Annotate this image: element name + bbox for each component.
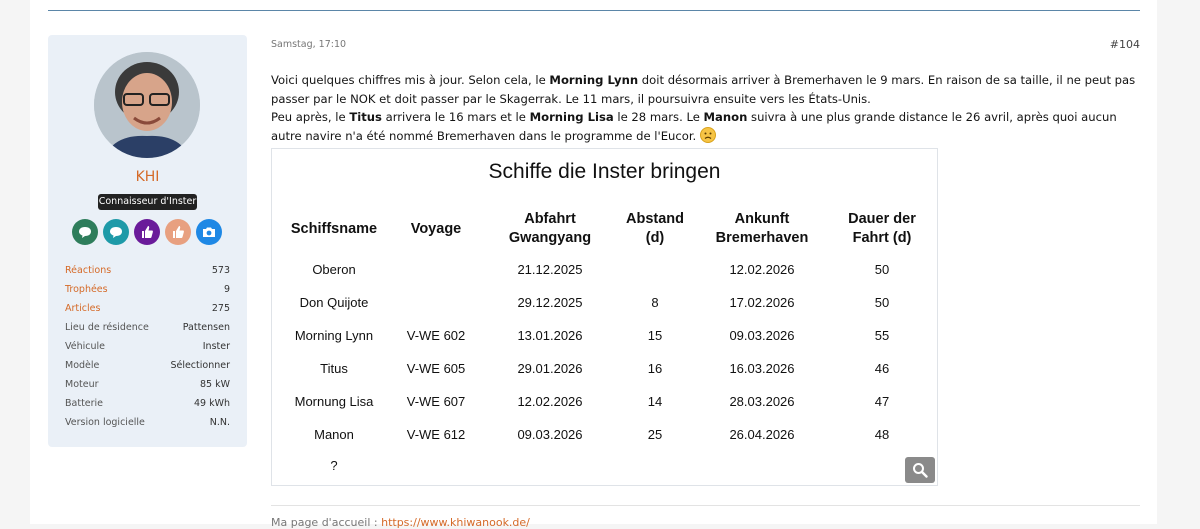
text: arrivera le 16 mars et le [381,110,530,125]
table-cell: 17.02.2026 [729,295,795,310]
stat-value: Pattensen [182,322,230,333]
header-line: Bremerhaven [715,230,809,246]
table-cell: Oberon [312,262,356,277]
stat-label: Lieu de résidence [65,322,149,333]
header-line: Fahrt (d) [852,230,912,246]
ship-name: Manon [703,110,748,125]
thumbs-up-icon[interactable] [134,219,160,245]
post-body [271,71,1141,149]
stat-label-reactions[interactable]: Réactions [65,265,112,276]
stat-row [65,394,230,413]
text: le 28 mars. Le [613,110,704,125]
stat-value: Inster [202,341,230,352]
text: doit désormais arriver à Bremerhaven le 9 mars. En raison de sa taille, il ne peut pas passer par le NOK et doit passer par le Skagerrak. Le 11 mars, il poursuivra ensuite vers les États-Unis. [271,73,1136,106]
table-cell: Morning Lynn [294,328,374,343]
table-cell: 29.01.2026 [517,361,583,376]
table-cell: V-WE 607 [406,394,466,409]
magnifier-icon [912,462,928,478]
signature-label: Ma page d'accueil : [271,516,382,529]
table-cell: V-WE 605 [406,361,466,376]
stat-label: Véhicule [65,341,105,352]
username[interactable]: KHI [135,169,160,185]
table-cell: 16 [647,361,663,376]
table-cell: 12.02.2026 [517,394,583,409]
stat-value: N.N. [209,417,230,428]
stat-value: 9 [223,284,230,295]
column-header [817,210,947,248]
post-number[interactable]: #104 [1109,38,1140,51]
text: Peu après, le [271,110,350,125]
stat-row [65,280,230,299]
header-line: Abfahrt [524,211,576,227]
stat-value: 85 kW [199,379,230,390]
stat-row [65,337,230,356]
table-cell: 50 [874,295,890,310]
user-card [48,35,247,447]
table-cell: ? [330,458,338,473]
user-stats [65,261,230,432]
table-cell: 8 [651,295,659,310]
table-cell: Titus [320,361,348,376]
signature [271,516,530,529]
speech-bubble-icon[interactable] [72,219,98,245]
header-line: (d) [645,230,665,246]
table-cell: 13.01.2026 [517,328,583,343]
stat-row [65,413,230,432]
signature-divider [271,505,1140,506]
table-cell: 26.04.2026 [729,427,795,442]
stat-row [65,318,230,337]
camera-icon[interactable] [196,219,222,245]
divider [48,10,1140,11]
table-cell: 12.02.2026 [729,262,795,277]
table-cell: 15 [647,328,663,343]
stat-value: 49 kWh [193,398,230,409]
stat-value: 573 [211,265,230,276]
table-cell: 16.03.2026 [729,361,795,376]
speech-bubble-icon[interactable] [103,219,129,245]
stat-row [65,356,230,375]
stat-row [65,299,230,318]
sad-face-icon [700,127,716,149]
column-header [371,220,501,239]
table-cell: 48 [874,427,890,442]
table-cell: V-WE 612 [406,427,466,442]
stat-row [65,375,230,394]
table-cell: Manon [314,427,354,442]
header-line: Schiffsname [290,221,378,237]
signature-link[interactable]: https://www.khiwanook.de/ [381,516,530,529]
column-header [697,210,827,248]
stat-value: Sélectionner [170,360,230,371]
table-cell: 50 [874,262,890,277]
stat-label: Modèle [65,360,100,371]
paragraph [271,108,1141,148]
ship-name: Titus [349,110,382,125]
table-cell: 14 [647,394,663,409]
embedded-image[interactable] [271,148,938,486]
paragraph [271,71,1141,108]
stat-label: Version logicielle [65,417,145,428]
zoom-button[interactable] [905,457,935,483]
header-line: Dauer der [848,211,916,227]
ship-table [272,149,937,485]
table-cell: 55 [874,328,890,343]
thumbs-up-icon[interactable] [165,219,191,245]
table-cell: Don Quijote [299,295,369,310]
header-line: Gwangyang [508,230,592,246]
table-cell: 09.03.2026 [729,328,795,343]
header-line: Ankunft [734,211,790,227]
user-title-tooltip: Connaisseur d'Inster [98,194,197,210]
table-cell: 47 [874,394,890,409]
text: Voici quelques chiffres mis à jour. Selon cela, le [271,73,550,87]
ship-name: Morning Lisa [529,110,614,125]
stat-label-articles[interactable]: Articles [65,303,101,314]
table-cell: Mornung Lisa [294,394,374,409]
avatar[interactable] [94,52,200,158]
stat-value: 275 [211,303,230,314]
stat-label: Batterie [65,398,104,409]
text: suivra à une plus grande distance le 26 avril, après quoi aucun autre navire n'a été nommé Bremerhaven dans le programme de l'Eucor. [271,110,1117,144]
table-cell: 09.03.2026 [517,427,583,442]
table-cell: V-WE 602 [406,328,466,343]
post-date[interactable]: Samstag, 17:10 [271,39,347,50]
table-cell: 21.12.2025 [517,262,583,277]
table-cell: 46 [874,361,890,376]
table-cell: 25 [647,427,663,442]
header-line: Abstand [626,211,684,227]
stat-label-trophies[interactable]: Trophées [65,284,108,295]
header-line: Voyage [410,221,462,237]
stat-label: Moteur [65,379,99,390]
table-title: Schiffe die Inster bringen [488,160,721,183]
badge-row [72,219,222,245]
ship-name: Morning Lynn [549,73,639,87]
table-cell: 28.03.2026 [729,394,795,409]
stat-row [65,261,230,280]
table-cell: 29.12.2025 [517,295,583,310]
